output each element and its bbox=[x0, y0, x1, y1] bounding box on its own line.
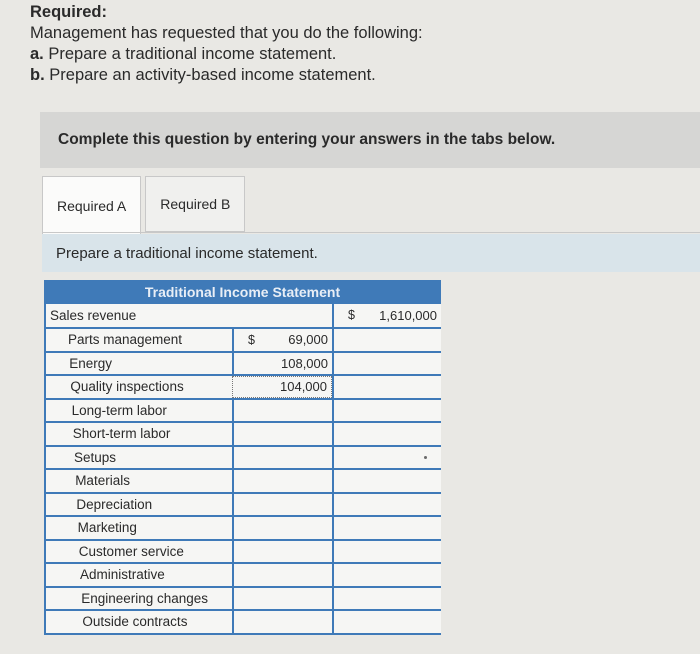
expense-label-field[interactable] bbox=[46, 470, 232, 492]
expense-amount-field[interactable] bbox=[232, 611, 332, 633]
expense-label-field[interactable] bbox=[46, 564, 232, 586]
required-section bbox=[30, 2, 423, 86]
table-row bbox=[46, 353, 441, 377]
table-row bbox=[46, 447, 441, 471]
expense-label: Setups bbox=[74, 449, 117, 465]
expense-label-field[interactable] bbox=[46, 353, 232, 375]
statement-grid bbox=[44, 304, 441, 635]
expense-label-field[interactable] bbox=[46, 400, 232, 422]
total-amount-field[interactable] bbox=[332, 353, 441, 375]
total-amount-field[interactable] bbox=[332, 588, 441, 610]
expense-amount: 108,000 bbox=[281, 355, 328, 371]
total-amount-field[interactable] bbox=[332, 494, 441, 516]
expense-amount-field[interactable] bbox=[232, 494, 332, 516]
table-row bbox=[46, 376, 441, 400]
table-row bbox=[46, 423, 441, 447]
expense-label-field[interactable] bbox=[46, 494, 232, 516]
required-title: Required: bbox=[30, 3, 108, 21]
expense-amount-field[interactable] bbox=[232, 423, 332, 445]
expense-label: Materials bbox=[75, 473, 130, 489]
expense-label-field[interactable] bbox=[46, 517, 232, 539]
expense-label: Marketing bbox=[77, 520, 137, 536]
expense-label: Quality inspections bbox=[70, 379, 184, 395]
sales-label-text[interactable]: Sales revenue bbox=[50, 308, 137, 323]
expense-amount-field[interactable] bbox=[232, 329, 332, 351]
tab-instruction: Prepare a traditional income statement. bbox=[42, 234, 700, 272]
currency-symbol: $ bbox=[248, 333, 255, 347]
expense-label-field[interactable] bbox=[46, 329, 232, 351]
required-item-letter: a. bbox=[30, 45, 44, 63]
expense-amount-field[interactable] bbox=[232, 447, 332, 469]
table-row bbox=[46, 329, 441, 353]
tab-required-b[interactable]: Required B bbox=[145, 176, 245, 232]
required-item-b bbox=[30, 65, 423, 86]
expense-label-field[interactable] bbox=[46, 541, 232, 563]
required-item-letter: b. bbox=[30, 66, 45, 84]
table-row bbox=[46, 588, 441, 612]
required-item-text: Prepare a traditional income statement. bbox=[48, 45, 337, 63]
expense-amount-field[interactable] bbox=[232, 541, 332, 563]
sales-row bbox=[46, 304, 441, 329]
expense-amount-field[interactable] bbox=[232, 353, 332, 375]
expense-label-field[interactable] bbox=[46, 423, 232, 445]
table-row bbox=[46, 564, 441, 588]
table-row bbox=[46, 470, 441, 494]
required-item-text: Prepare an activity-based income statement. bbox=[49, 66, 376, 84]
expense-label: Depreciation bbox=[76, 496, 153, 512]
sales-amount-field[interactable] bbox=[332, 304, 441, 327]
expense-label-field[interactable] bbox=[46, 588, 232, 610]
table-row bbox=[46, 611, 441, 635]
total-amount-field[interactable] bbox=[332, 329, 441, 351]
tab-required-a[interactable]: Required A bbox=[42, 176, 141, 234]
expense-label: Parts management bbox=[68, 332, 183, 348]
expense-label: Administrative bbox=[80, 567, 165, 583]
expense-label: Customer service bbox=[78, 543, 184, 559]
tab-bar bbox=[42, 176, 245, 234]
table-row bbox=[46, 541, 441, 565]
expense-amount: 104,000 bbox=[280, 379, 327, 395]
expense-label: Short-term labor bbox=[72, 426, 171, 442]
statement-title: Traditional Income Statement bbox=[44, 280, 441, 304]
expense-label-field[interactable] bbox=[46, 447, 232, 469]
expense-label-field[interactable] bbox=[46, 376, 232, 398]
tab-divider bbox=[42, 232, 700, 233]
sales-amount: 1,610,000 bbox=[379, 308, 437, 323]
total-amount-field[interactable] bbox=[332, 517, 441, 539]
expense-amount-field[interactable] bbox=[232, 517, 332, 539]
expense-amount-field[interactable] bbox=[232, 564, 332, 586]
total-amount-field[interactable] bbox=[332, 400, 441, 422]
table-row bbox=[46, 400, 441, 424]
expense-amount-field[interactable] bbox=[232, 470, 332, 492]
total-amount-field[interactable] bbox=[332, 423, 441, 445]
expense-label-field[interactable] bbox=[46, 611, 232, 633]
required-item-a bbox=[30, 44, 423, 65]
expense-amount-field[interactable] bbox=[232, 588, 332, 610]
table-row bbox=[46, 517, 441, 541]
total-amount-field[interactable] bbox=[332, 611, 441, 633]
expense-label: Outside contracts bbox=[82, 614, 188, 630]
total-amount-field[interactable] bbox=[332, 376, 441, 398]
table-row bbox=[46, 494, 441, 518]
expense-label: Engineering changes bbox=[81, 590, 209, 606]
expense-amount-field[interactable] bbox=[232, 400, 332, 422]
currency-symbol: $ bbox=[348, 308, 355, 322]
total-amount-field[interactable] bbox=[332, 541, 441, 563]
required-intro: Management has requested that you do the following: bbox=[30, 24, 423, 42]
expense-amount-field[interactable] bbox=[232, 376, 332, 398]
total-amount-field[interactable] bbox=[332, 564, 441, 586]
expense-label: Long-term labor bbox=[71, 402, 167, 418]
stray-dot bbox=[424, 456, 427, 459]
income-statement bbox=[44, 280, 441, 635]
expense-label: Energy bbox=[69, 355, 112, 371]
expense-amount: 69,000 bbox=[288, 332, 328, 348]
sales-label bbox=[46, 304, 332, 327]
instructions-banner: Complete this question by entering your answers in the tabs below. bbox=[40, 112, 700, 168]
total-amount-field[interactable] bbox=[332, 470, 441, 492]
